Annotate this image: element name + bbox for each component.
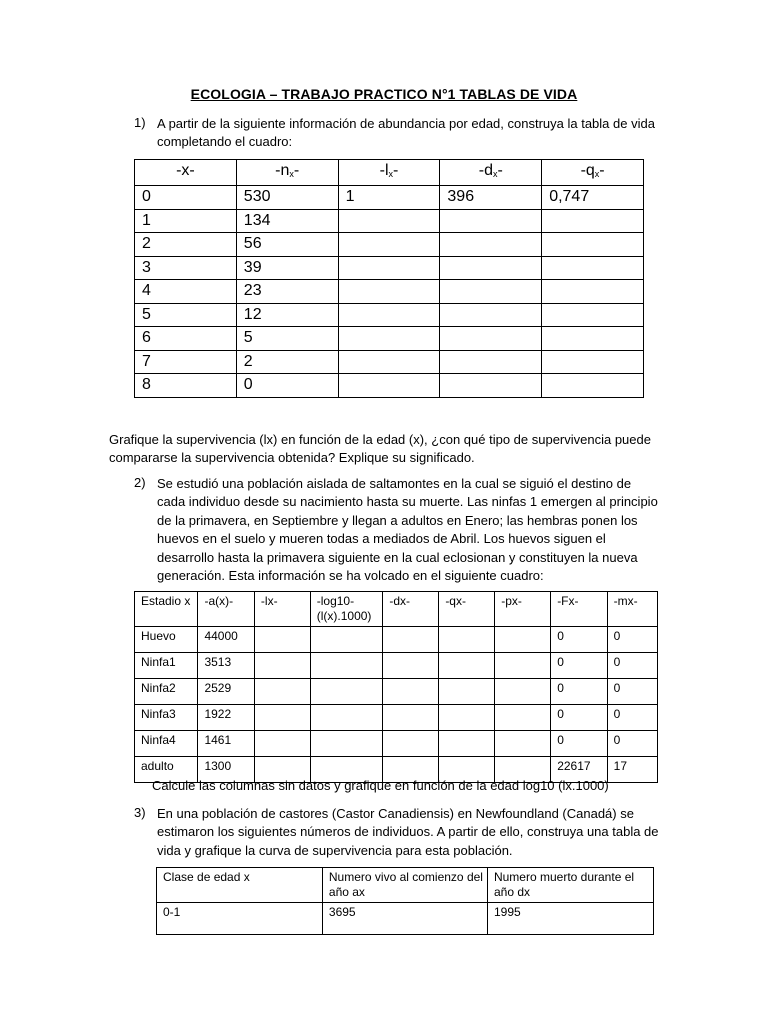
table-row [135,280,644,304]
table-row [135,256,644,280]
table-header-cell: $-l_x-$ [338,160,440,186]
table-header-row [135,592,658,627]
table-cell [310,679,383,705]
table-header-cell: $-q_x-$ [542,160,644,186]
question-3-text: En una población de castores (Castor Canadiensis) en Newfoundland (Canadá) se estimaron los siguientes números de individuos. A partir de ello, construya una tabla de vida y grafique la curva de supervivencia para esta población. [157,806,659,858]
table-cell [338,209,440,233]
table-cell [542,233,644,257]
table-cell: 0 [551,627,607,653]
table-cell: 0,747 [542,186,644,210]
table-header-cell: Estadio x [135,592,198,627]
table-cell [495,731,551,757]
table-cell: adulto [135,757,198,783]
table-row [135,350,644,374]
table-cell [440,327,542,351]
table-cell [495,705,551,731]
table-cell: 3695 [322,903,487,935]
table-cell: Ninfa3 [135,705,198,731]
table-row [157,903,654,935]
table-cell [495,627,551,653]
table-cell [310,705,383,731]
question-2-text: Se estudió una población aislada de saltamontes en la cual se siguió el destino de cada individuo desde su nacimiento hasta su muerte. Las ninfas 1 emergen al principio de la primavera, en Septiembre y llegan a adultos en Enero; las hembras ponen los huevos en el suelo y mueren todas a mediados de Abril. Los huevos siguen el desarrollo hasta la primavera siguiente en la cual eclosionan y constituyen la nueva generación. Esta información se ha volcado en el siguiente cuadro: [157,476,658,584]
question-1-number: 1) [134,115,146,130]
table-cell [383,731,439,757]
table-grasshopper-life [134,591,658,783]
table-row [135,303,644,327]
table-cell: 8 [135,374,237,398]
table-cell [338,256,440,280]
table-cell: 0 [607,627,657,653]
table-cell [542,280,644,304]
table-beaver-population [156,867,654,935]
table-cell: 5 [236,327,338,351]
table-row [135,679,658,705]
table-cell: 5 [135,303,237,327]
table-cell [439,705,495,731]
table-cell [440,280,542,304]
table-cell: 6 [135,327,237,351]
table-row [135,233,644,257]
question-3-number: 3) [134,805,146,820]
table-row [135,731,658,757]
table-cell [338,233,440,257]
table-cell: 23 [236,280,338,304]
table-cell: 3 [135,256,237,280]
table-cell: 0 [607,705,657,731]
table-cell [254,731,310,757]
table-cell: 1461 [198,731,254,757]
calc-instruction: Calcule las columnas sin datos y grafique en función de la edad log10 (lx.1000) [152,778,609,793]
table-cell: Huevo [135,627,198,653]
table-cell: 134 [236,209,338,233]
table-cell [338,350,440,374]
table-row [135,653,658,679]
table-cell: 396 [440,186,542,210]
table-cell [542,327,644,351]
table-header-row [157,868,654,903]
table-cell [440,233,542,257]
table-cell [542,303,644,327]
table-cell [310,731,383,757]
table-cell: 0-1 [157,903,323,935]
table-cell [542,209,644,233]
table-cell: Ninfa2 [135,679,198,705]
table-cell: 7 [135,350,237,374]
table-header-cell: -px- [495,592,551,627]
table-cell: 0 [607,653,657,679]
table-row [135,374,644,398]
table-header-cell: -a(x)- [198,592,254,627]
table-cell [310,627,383,653]
table-header-row [135,160,644,186]
table-cell: 530 [236,186,338,210]
table-cell: 0 [551,705,607,731]
table-cell: 3513 [198,653,254,679]
table-cell [439,653,495,679]
table-header-cell: Numero muerto durante el año dx [487,868,653,903]
table-cell: 0 [551,679,607,705]
table-cell [440,256,542,280]
table-abundance-by-age [134,159,644,398]
table-cell: 44000 [198,627,254,653]
table-header-cell: -lx- [254,592,310,627]
table-cell [254,679,310,705]
table-row [135,627,658,653]
table-cell: 56 [236,233,338,257]
table-cell [254,653,310,679]
table-cell [542,256,644,280]
table-cell: 0 [551,731,607,757]
question-2-number: 2) [134,475,146,490]
table-cell: 1 [338,186,440,210]
table-cell: 1995 [487,903,653,935]
table-cell [495,653,551,679]
table-cell [383,627,439,653]
table-header-cell: -x- [135,160,237,186]
table-header-cell: Numero vivo al comienzo del año ax [322,868,487,903]
table-cell: 0 [551,653,607,679]
table-cell: 0 [135,186,237,210]
table-cell [542,350,644,374]
graph-instruction: Grafique la supervivencia (lx) en función de la edad (x), ¿con qué tipo de supervivencia puede compararse la supervivencia obtenida? Explique su significado. [109,432,651,466]
table-cell: 22617 [551,757,607,783]
table-cell: 1300 [198,757,254,783]
table-cell [254,627,310,653]
table-row [135,705,658,731]
table-cell: 1 [135,209,237,233]
table-row [135,209,644,233]
table-cell [338,303,440,327]
table-cell: 2 [135,233,237,257]
table-cell: 17 [607,757,657,783]
table-cell: 39 [236,256,338,280]
question-1-text: A partir de la siguiente información de abundancia por edad, construya la tabla de vida completando el cuadro: [157,116,655,150]
table-cell [440,350,542,374]
table-header-cell: -mx- [607,592,657,627]
table-cell [338,280,440,304]
table-cell [383,705,439,731]
table-cell: 0 [236,374,338,398]
table-header-cell: -qx- [439,592,495,627]
table-header-cell: -dx- [383,592,439,627]
table-cell [338,327,440,351]
table-cell: 0 [607,731,657,757]
page-title: ECOLOGIA – TRABAJO PRACTICO N°1 TABLAS DE VIDA [190,86,578,102]
table-header-cell: Clase de edad x [157,868,323,903]
table-cell [439,731,495,757]
table-header-cell: $-n_x-$ [236,160,338,186]
table-cell [440,209,542,233]
table-cell [383,653,439,679]
table-cell [495,679,551,705]
table-row [135,327,644,351]
table-header-cell: -log10-(l(x).1000) [310,592,383,627]
table-cell [254,705,310,731]
table-cell: 2529 [198,679,254,705]
table-cell [542,374,644,398]
table-cell: 4 [135,280,237,304]
table-cell [440,374,542,398]
table-cell: 0 [607,679,657,705]
table-header-cell: $-d_x-$ [440,160,542,186]
table-cell: 12 [236,303,338,327]
table-cell [383,679,439,705]
table-row [135,186,644,210]
table-cell: 1922 [198,705,254,731]
table-cell [310,653,383,679]
table-cell [338,374,440,398]
table-cell [440,303,542,327]
table-header-cell: -Fx- [551,592,607,627]
table-cell: 2 [236,350,338,374]
table-cell [439,627,495,653]
table-cell: Ninfa4 [135,731,198,757]
table-cell [439,679,495,705]
table-cell: Ninfa1 [135,653,198,679]
